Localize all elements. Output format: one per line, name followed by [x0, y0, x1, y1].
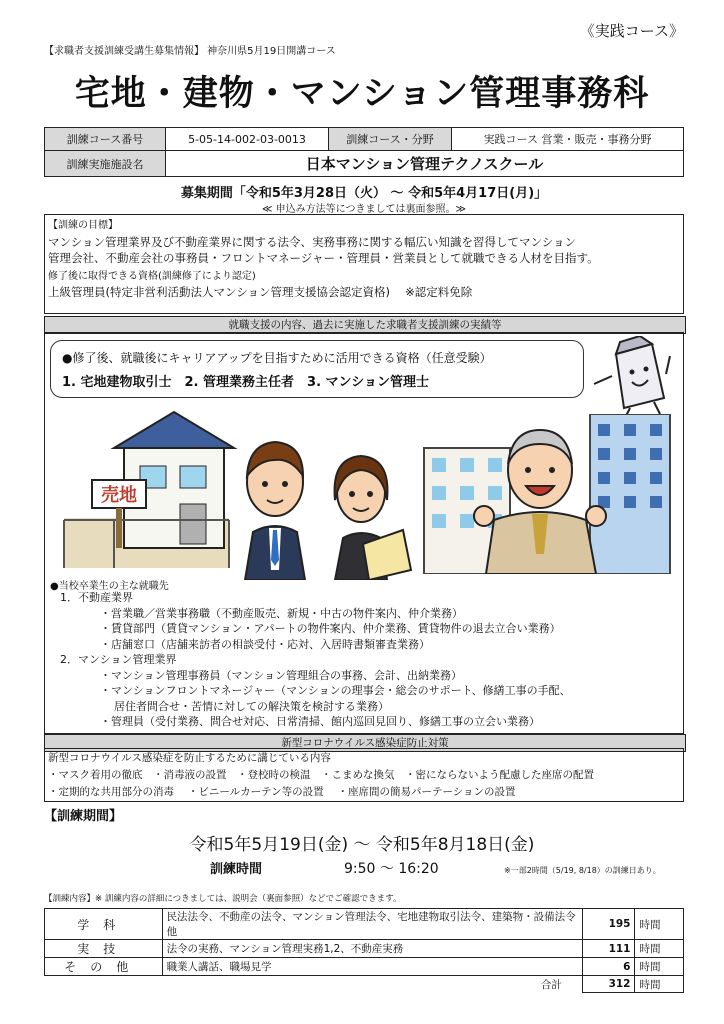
pencil-mascot-illustration [590, 336, 672, 416]
curriculum-unit: 時間 [635, 940, 684, 958]
page-title: 宅地・建物・マンション管理事務科 [74, 74, 650, 114]
curriculum-hours: 111 [582, 940, 635, 958]
course-code-value: 5-05-14-002-03-0013 [166, 128, 329, 151]
goal-description [48, 234, 668, 266]
facility-label: 訓練実施施設名 [45, 151, 166, 177]
curriculum-row [45, 958, 684, 976]
course-type-label: 《実践コース》 [579, 22, 684, 40]
curriculum-description: 職業人講話、職場見学 [162, 958, 582, 976]
office-workers-illustration [235, 420, 415, 580]
facility-name: 日本マンション管理テクノスクール [166, 151, 684, 177]
recruitment-period: 募集期間「令和5年3月28日（火） ～ 令和5年4月17日(月)」 [180, 186, 548, 201]
qualification-text: 上級管理員(特定非営利活動法人マンション管理支援協会認定資格) ※認定料免除 [48, 285, 473, 299]
curriculum-row [45, 940, 684, 958]
curriculum-table [44, 908, 684, 993]
course-field-value: 実践コース 営業・販売・事務分野 [452, 128, 684, 151]
curriculum-category: 実技 [45, 940, 163, 958]
covid-intro: 新型コロナウイルス感染症を防止するために講じている内容 [48, 752, 331, 764]
house-for-sale-illustration [54, 408, 244, 573]
course-info-table [44, 127, 684, 177]
career-list-item: 2．マンション管理業界 [60, 653, 177, 666]
career-list-item: ・マンション管理事務員（マンション管理組合の事務、会計、出納業務） [100, 668, 463, 682]
application-note: ≪ 申込み方法等につきましては裏面参照。≫ [262, 204, 466, 215]
career-list-item: ・店舗窓口（店舗来訪者の相談受付・応対、入居時書類審査業務） [100, 637, 430, 651]
covid-section-bar: 新型コロナウイルス感染症防止対策 [44, 734, 686, 752]
curriculum-category: 学科 [45, 909, 163, 940]
for-sale-sign-text: 売地 [101, 485, 137, 506]
support-section-bar: 就職支援の内容、過去に実施した求職者支援訓練の実績等 [44, 316, 686, 334]
training-content-note: 【訓練内容】※ 訓練内容の詳細につきましては、説明会（裏面参照）などでご確認できます。 [44, 894, 402, 904]
certification-question: ●修了後、就職後にキャリアアップを目指すために活用できる資格（任意受験） [62, 351, 492, 365]
career-list-item: ・管理員（受付業務、問合せ対応、日常清掃、館内巡回見回り、修繕工事の立会い業務） [100, 715, 540, 728]
goal-line-1: マンション管理業界及び不動産業界に関する法令、実務事務に関する幅広い知識を習得してマンション [48, 235, 576, 249]
career-list-item: 居住者問合せ・苦情に対しての解決策を検討する業務） [114, 699, 389, 713]
curriculum-description: 民法法令、不動産の法令、マンション管理法令、宅地建物取引法令、建築物・設備法令他 [162, 909, 582, 940]
covid-measures-line-2: ・定期的な共用部分の消毒 ・ビニールカーテン等の設置 ・座席間の簡易パーテーションの設置 [48, 786, 516, 798]
total-unit: 時間 [635, 976, 684, 993]
goal-heading: 【訓練の目標】 [48, 220, 118, 231]
training-time: 9:50 ～ 16:20 [344, 861, 439, 877]
curriculum-unit: 時間 [635, 958, 684, 976]
covid-measures-line-1: ・マスク着用の徹底 ・消毒液の設置 ・登校時の検温 ・こまめな換気 ・密にならないよう配慮した座席の配置 [48, 769, 594, 781]
career-list-item: ・営業職／営業事務職（不動産販売、新規・中古の物件案内、仲介業務） [100, 606, 463, 620]
training-dates: 令和5年5月19日(金) ～ 令和5年8月18日(金) [189, 835, 535, 855]
career-list-item: ・マンションフロントマネージャー（マンションの理事会・総会のサポート、修繕工事の手配、 [100, 684, 571, 697]
career-heading: ●当校卒業生の主な就職先 [50, 581, 169, 592]
qualification-heading: 修了後に取得できる資格(訓練修了により認定) [48, 271, 256, 282]
training-time-label: 訓練時間 [210, 862, 263, 877]
curriculum-unit: 時間 [635, 909, 684, 940]
curriculum-total-row [45, 976, 684, 993]
total-hours: 312 [582, 976, 635, 993]
career-list-item: ・賃貸部門（賃貸マンション・アパートの物件案内、仲介業務、賃貸物件の退去立合い業務） [100, 622, 561, 635]
certification-list: 1. 宅地建物取引士 2. 管理業務主任者 3. マンション管理士 [62, 375, 429, 390]
recruitment-subheading: 【求職者支援訓練受講生募集情報】 神奈川県5月19日開講コース [44, 46, 336, 57]
career-list [60, 590, 571, 730]
curriculum-category: その他 [45, 958, 163, 976]
curriculum-hours: 195 [582, 909, 635, 940]
goal-line-2: 管理会社、不動産会社の事務員・フロントマネージャー・管理員・営業員として就職できる人材を目指す。 [48, 251, 599, 265]
career-list-item: 1．不動産業界 [60, 591, 133, 604]
training-period-heading: 【訓練期間】 [44, 809, 123, 824]
total-label: 合計 [45, 976, 583, 993]
course-field-label: 訓練コース・分野 [329, 128, 452, 151]
curriculum-hours: 6 [582, 958, 635, 976]
curriculum-description: 法令の実務、マンション管理実務1,2、不動産実務 [162, 940, 582, 958]
course-code-label: 訓練コース番号 [45, 128, 166, 151]
buildings-and-manager-illustration [420, 414, 676, 574]
curriculum-row [45, 909, 684, 940]
training-time-note: ※一部2時間（5/19, 8/18）の訓練日あり。 [504, 866, 661, 875]
